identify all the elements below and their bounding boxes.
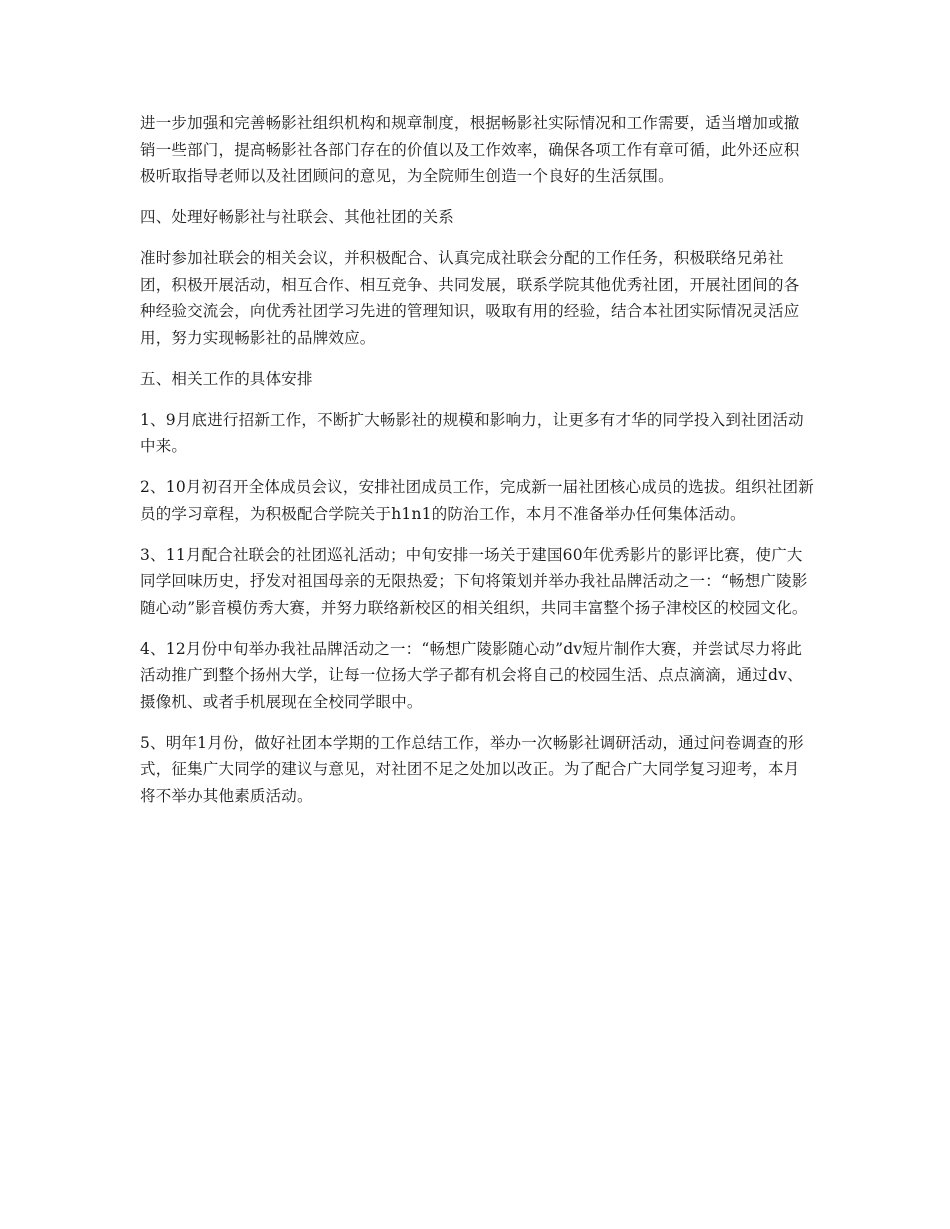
paragraph-relations: 准时参加社联会的相关会议，并积极配合、认真完成社联会分配的工作任务，积极联络兄弟社团，积极开展活动，相互合作、相互竞争、共同发展，联系学院其他优秀社团，开展社团间的各种经验交流会，向优秀社团学习先进的管理知识，吸取有用的经验，结合本社团实际情况灵活应用，努力实现畅影社的品牌效应。 [140,249,800,347]
heading-section-five: 五、相关工作的具体安排 [140,369,313,388]
list-item-december: 4、12月份中旬举办我社品牌活动之一：“畅想广陵影随心动”dv短片制作大赛，并尝试尽力将此活动推广到整个扬州大学，让每一位扬大学子都有机会将自己的校园生活、点点滴滴，通过dv、摄像机、或者手机展现在全校同学眼中。 [140,639,803,711]
paragraph-organization: 进一步加强和完善畅影社组织机构和规章制度，根据畅影社实际情况和工作需要，适当增加或撤销一些部门，提高畅影社各部门存在的价值以及工作效率，确保各项工作有章可循，此外还应积极听取指导老师以及社团顾问的意见，为全院师生创造一个良好的生活氛围。 [140,114,800,185]
list-item-november: 3、11月配合社联会的社团巡礼活动；中旬安排一场关于建国60年优秀影片的影评比赛，使广大同学回味历史，抒发对祖国母亲的无限热爱；下旬将策划并举办我社品牌活动之一：“畅想广陵影随心动”影音模仿秀大赛，并努力联络新校区的相关组织，共同丰富整个扬子津校区的校园文化。 [140,545,808,617]
heading-section-four: 四、处理好畅影社与社联会、其他社团的关系 [140,208,455,226]
list-item-october: 2、10月初召开全体成员会议，安排社团成员工作，完成新一届社团核心成员的选拔。组织社团新员的学习章程，为积极配合学院关于h1n1的防治工作，本月不准备举办任何集体活动。 [140,478,814,523]
list-item-january: 5、明年1月份，做好社团本学期的工作总结工作，举办一次畅影社调研活动，通过问卷调查的形式，征集广大同学的建议与意见，对社团不足之处加以改正。为了配合广大同学复习迎考，本月将不举办其他素质活动。 [140,733,804,805]
document-body [140,110,815,824]
list-item-september: 1、9月底进行招新工作，不断扩大畅影社的规模和影响力，让更多有才华的同学投入到社团活动中来。 [140,410,804,455]
